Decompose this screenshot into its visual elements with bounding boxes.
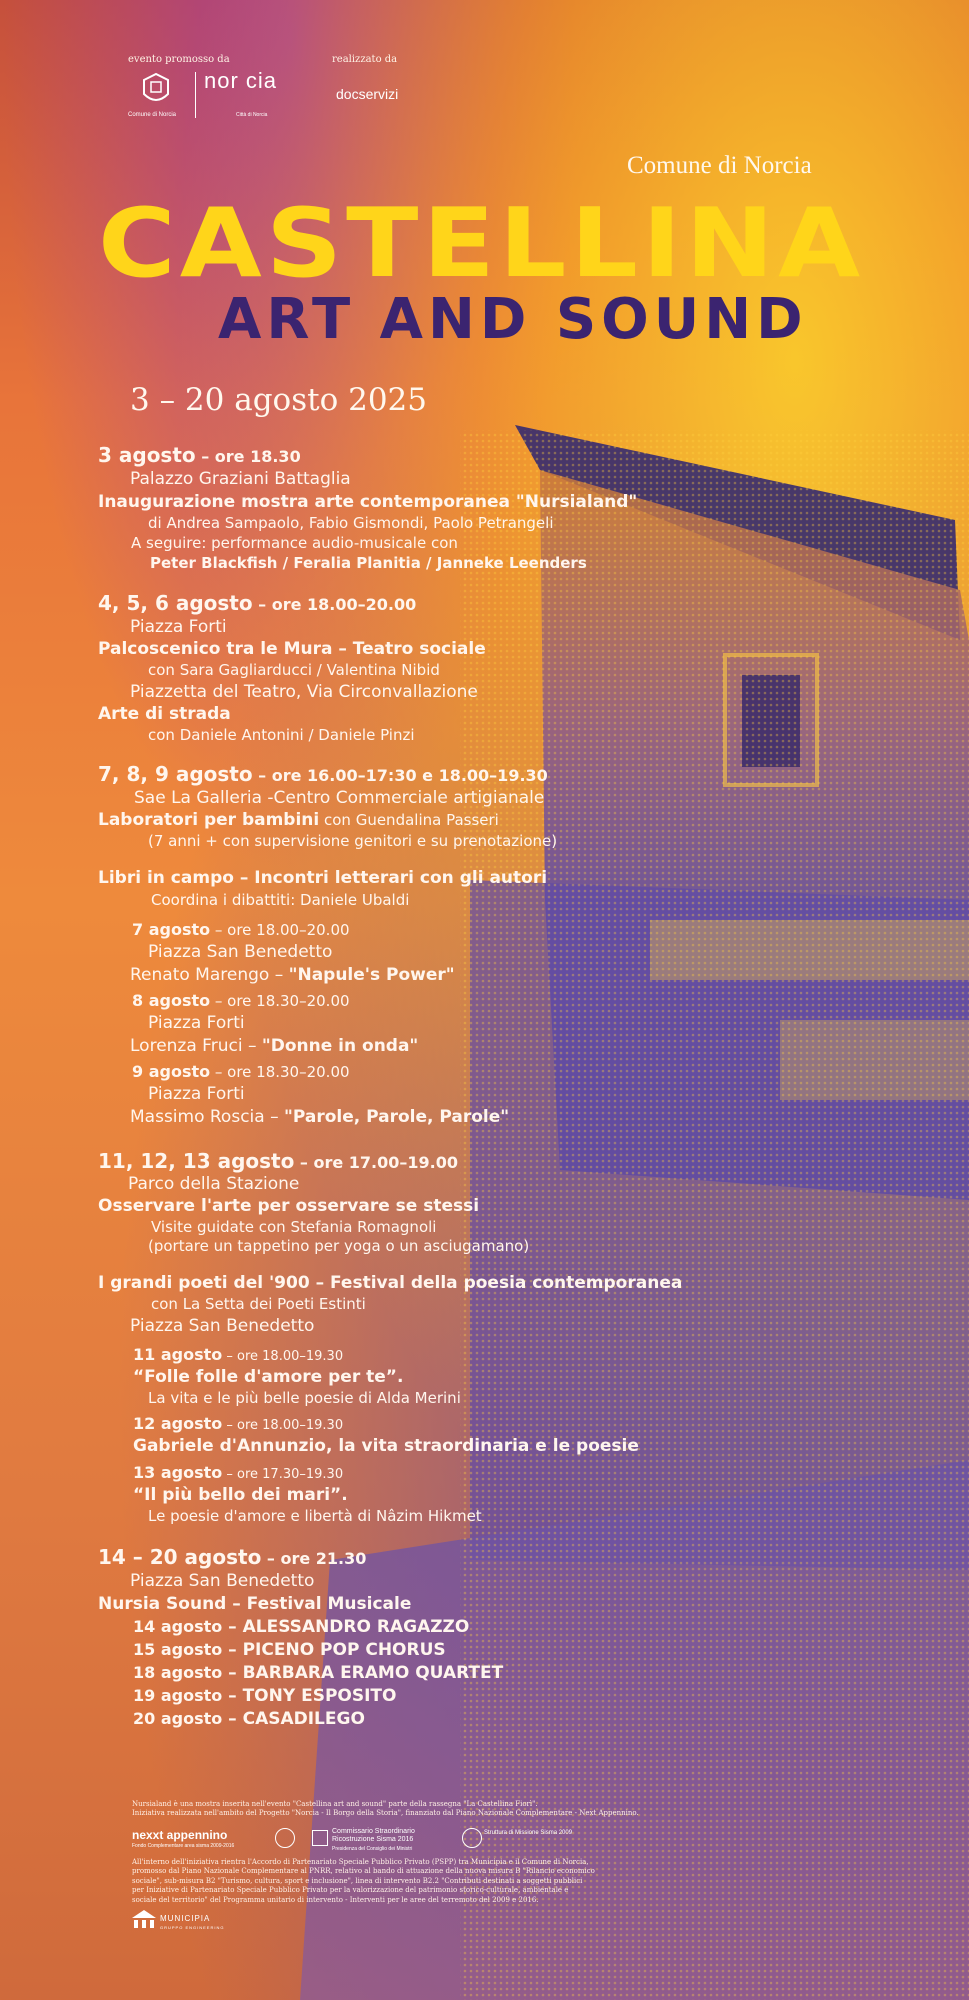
event-dates: 3 – 20 agosto 2025: [130, 382, 427, 418]
band-day: 19 agosto: [133, 1686, 223, 1705]
section-place-2: Piazzetta del Teatro, Via Circonvallazione: [130, 682, 478, 702]
section-with: con Sara Gagliarducci / Valentina Nibid: [148, 661, 440, 679]
footer-body-line: sociale", sub-misura B2 "Turismo, cultura, sport e inclusione", linea di intervento B2.2 "Contributi destinati a soggetti pubblici: [132, 1876, 583, 1885]
footer-note-line: Nursialand è una mostra inserita nell'evento "Castellina art and sound" parte della rassegna "La Castellina Fiorì".: [132, 1800, 538, 1808]
section-title: Osservare l'arte per osservare se stessi: [98, 1196, 480, 1216]
event-book: "Napule's Power": [288, 965, 455, 985]
section-desc: Visite guidate con Stefania Romagnoli: [151, 1218, 437, 1236]
poeti-event: [98, 1416, 898, 1455]
band-day: 14 agosto: [133, 1617, 223, 1636]
footer-body: [132, 1858, 652, 1905]
band-name: – ALESSANDRO RAGAZZO: [222, 1617, 470, 1637]
section-title: I grandi poeti del '900 – Festival della poesia contemporanea: [98, 1273, 683, 1293]
section-heading: [98, 1151, 898, 1171]
band-item: [98, 1619, 898, 1636]
section-performers: Peter Blackfish / Feralia Planitia / Janneke Leenders: [150, 554, 587, 572]
libri-event: [98, 993, 898, 1055]
section-title: Inaugurazione mostra arte contemporanea "Nursialand": [98, 492, 638, 512]
section-time: – ore 18.30: [195, 447, 301, 466]
section-laboratori: [98, 764, 898, 849]
libri-event-title: [98, 1109, 898, 1126]
section-heading: [98, 593, 898, 613]
libri-event-title: [98, 1038, 898, 1055]
event-time: – ore 17.30–19.30: [222, 1467, 344, 1482]
poeti-event-title: Gabriele d'Annunzio, la vita straordinaria e le poesie: [133, 1436, 639, 1456]
footer-body-line: All'interno dell'iniziativa rientra l'Accordo di Partenariato Speciale Pubblico Privato (PSPP) tra Municipia e il Comune di Norcia,: [132, 1858, 589, 1866]
docservizi-logo: docservizi: [336, 86, 399, 102]
section-time: – ore 18.00–20.00: [252, 595, 417, 614]
event-subtitle: ART AND SOUND: [218, 287, 808, 352]
poeti-event-desc: La vita e le più belle poesie di Alda Merini: [148, 1389, 461, 1407]
band-day: 20 agosto: [133, 1709, 223, 1728]
event-book: "Donne in onda": [261, 1036, 419, 1056]
event-day: 13 agosto: [133, 1463, 223, 1482]
event-day: 8 agosto: [132, 991, 211, 1010]
band-name: – PICENO POP CHORUS: [222, 1640, 446, 1660]
event-day: 11 agosto: [133, 1345, 223, 1364]
band-name: – CASADILEGO: [222, 1709, 365, 1729]
section-authors: di Andrea Sampaolo, Fabio Gismondi, Paolo Petrangeli: [148, 514, 554, 532]
section-note: (portare un tappetino per yoga o un asciugamano): [148, 1237, 530, 1255]
band-item: [98, 1642, 898, 1659]
section-title: Nursia Sound – Festival Musicale: [98, 1594, 412, 1614]
event-author: Renato Marengo –: [130, 965, 289, 985]
footer-body-line: sociale del territorio" del Programma unitario di intervento - Interventi per le aree del terremoto del 2009 e 2016.: [132, 1895, 539, 1904]
section-day: 11, 12, 13 agosto: [98, 1149, 295, 1173]
made-by-label: realizzato da: [332, 54, 398, 65]
footer-note: [132, 1800, 772, 1819]
libri-event: [98, 1064, 898, 1126]
section-place: Sae La Galleria -Centro Commerciale artigianale: [134, 788, 545, 808]
section-follow: A seguire: performance audio-musicale con: [131, 534, 458, 552]
event-time: – ore 18.30–20.00: [210, 992, 350, 1010]
section-heading: [98, 1547, 898, 1567]
libri-event-place: Piazza San Benedetto: [148, 942, 333, 962]
section-heading: [98, 764, 898, 784]
municipia-logo: MUNICIPIA: [160, 1914, 211, 1923]
libri-event-place: Piazza Forti: [148, 1084, 245, 1104]
event-day: 12 agosto: [133, 1414, 223, 1433]
event-time: – ore 18.00–19.30: [222, 1349, 344, 1364]
section-time: – ore 21.30: [261, 1549, 367, 1568]
section-place: Parco della Stazione: [128, 1174, 300, 1194]
section-poeti: [98, 1275, 898, 1524]
comune-logo-text: Comune di Norcia: [128, 112, 177, 118]
section-title: Palcoscenico tra le Mura – Teatro sociale: [98, 639, 486, 659]
libri-event-heading: [98, 993, 898, 1009]
band-item: [98, 1665, 898, 1682]
band-item: [98, 1711, 898, 1728]
event-day: 7 agosto: [132, 920, 211, 939]
section-place: Piazza San Benedetto: [130, 1571, 315, 1591]
event-book: "Parole, Parole, Parole": [284, 1107, 510, 1127]
section-with-2: con Daniele Antonini / Daniele Pinzi: [148, 726, 415, 744]
section-title-row: [98, 812, 898, 829]
event-day: 9 agosto: [132, 1062, 211, 1081]
libri-event-heading: [98, 922, 898, 938]
event-time: – ore 18.30–20.00: [210, 1063, 350, 1081]
section-time: – ore 17.00–19.00: [294, 1153, 459, 1172]
section-with: con Guendalina Passeri: [319, 811, 499, 829]
section-heading: [98, 445, 898, 465]
poeti-event: [98, 1347, 898, 1406]
libri-event-title: [98, 967, 898, 984]
footer-body-line: per Iniziative di Partenariato Speciale Pubblico Privato per la valorizzazione del patrimonio storico-culturale, ambientale e: [132, 1886, 569, 1895]
poeti-event: [98, 1465, 898, 1524]
promoted-by-label: evento promosso da: [128, 54, 230, 65]
commissario-logo: Commissario Straordinario Ricostruzione Sisma 2016: [332, 1828, 415, 1844]
section-day: 4, 5, 6 agosto: [98, 591, 253, 615]
poeti-event-title: “Folle folle d'amore per te”.: [133, 1367, 404, 1387]
municipia-sub: GRUPPO ENGINEERING: [160, 1925, 225, 1930]
band-day: 18 agosto: [133, 1663, 223, 1682]
nextappennino-sub: Fondo Complementare area sisma 2009-2016: [132, 1843, 235, 1849]
section-day: 14 – 20 agosto: [98, 1545, 262, 1569]
municipia-icon: [132, 1910, 156, 1930]
event-author: Massimo Roscia –: [130, 1107, 284, 1127]
struttura-emblem-icon: [462, 1828, 482, 1848]
norcia-logo-sub: Città di Norcia: [236, 112, 268, 118]
section-day: 7, 8, 9 agosto: [98, 762, 253, 786]
event-title: CASTELLINA: [98, 187, 865, 299]
norcia-logo: nor cia: [204, 68, 278, 93]
poeti-event-heading: [98, 1416, 898, 1432]
section-with: con La Setta dei Poeti Estinti: [151, 1295, 366, 1313]
band-day: 15 agosto: [133, 1640, 223, 1659]
footer-body-line: promosso dal Piano Nazionale Complementare al PNRR, relativo al bando di attuazione della nuova misura B "Rilancio economico: [132, 1867, 595, 1876]
libri-event-heading: [98, 1064, 898, 1080]
section-inaugurazione: [98, 445, 898, 571]
poeti-event-heading: [98, 1347, 898, 1363]
italy-emblem-icon: [275, 1828, 295, 1848]
libri-event-place: Piazza Forti: [148, 1013, 245, 1033]
event-time: – ore 18.00–20.00: [210, 921, 350, 939]
section-coord: Coordina i dibattiti: Daniele Ubaldi: [151, 891, 410, 909]
poeti-event-heading: [98, 1465, 898, 1481]
libri-event: [98, 922, 898, 984]
nextappennino-logo: nexxt appennino: [132, 1828, 228, 1842]
section-teatro: [98, 593, 898, 743]
section-nursia-sound: [98, 1547, 898, 1728]
event-time: – ore 18.00–19.30: [222, 1418, 344, 1433]
comune-title: Comune di Norcia: [627, 152, 812, 179]
band-name: – TONY ESPOSITO: [222, 1686, 397, 1706]
event-author: Lorenza Fruci –: [130, 1036, 262, 1056]
section-place: Palazzo Graziani Battaglia: [130, 469, 351, 489]
program: [98, 445, 898, 1728]
section-osservare: [98, 1151, 898, 1254]
band-item: [98, 1688, 898, 1705]
section-title: Laboratori per bambini: [98, 810, 320, 830]
section-day: 3 agosto: [98, 443, 196, 467]
poeti-event-desc: Le poesie d'amore e libertà di Nâzim Hikmet: [148, 1507, 482, 1525]
commissario-logo-icon: [312, 1830, 328, 1846]
section-note: (7 anni + con supervisione genitori e su prenotazione): [148, 832, 558, 850]
section-title: Libri in campo – Incontri letterari con gli autori: [98, 868, 548, 888]
band-name: – BARBARA ERAMO QUARTET: [222, 1663, 504, 1683]
logo-divider: [195, 72, 196, 118]
comune-crest-icon: [140, 70, 172, 108]
section-place: Piazza Forti: [130, 617, 227, 637]
struttura-logo: Struttura di Missione Sisma 2009: [484, 1830, 573, 1836]
section-libri: [98, 870, 898, 1126]
section-place: Piazza San Benedetto: [130, 1316, 315, 1336]
commissario-sub: Presidenza del Consiglio dei Ministri: [332, 1846, 413, 1852]
section-time: – ore 16.00–17:30 e 18.00–19.30: [252, 766, 548, 785]
footer-note-line: Iniziativa realizzata nell'ambito del Progetto "Norcia - Il Borgo della Storia", finanziato dal Piano Nazionale Complementare - Next Appennino.: [132, 1809, 639, 1818]
section-title-2: Arte di strada: [98, 704, 231, 724]
poeti-event-title: “Il più bello dei mari”.: [133, 1485, 348, 1505]
